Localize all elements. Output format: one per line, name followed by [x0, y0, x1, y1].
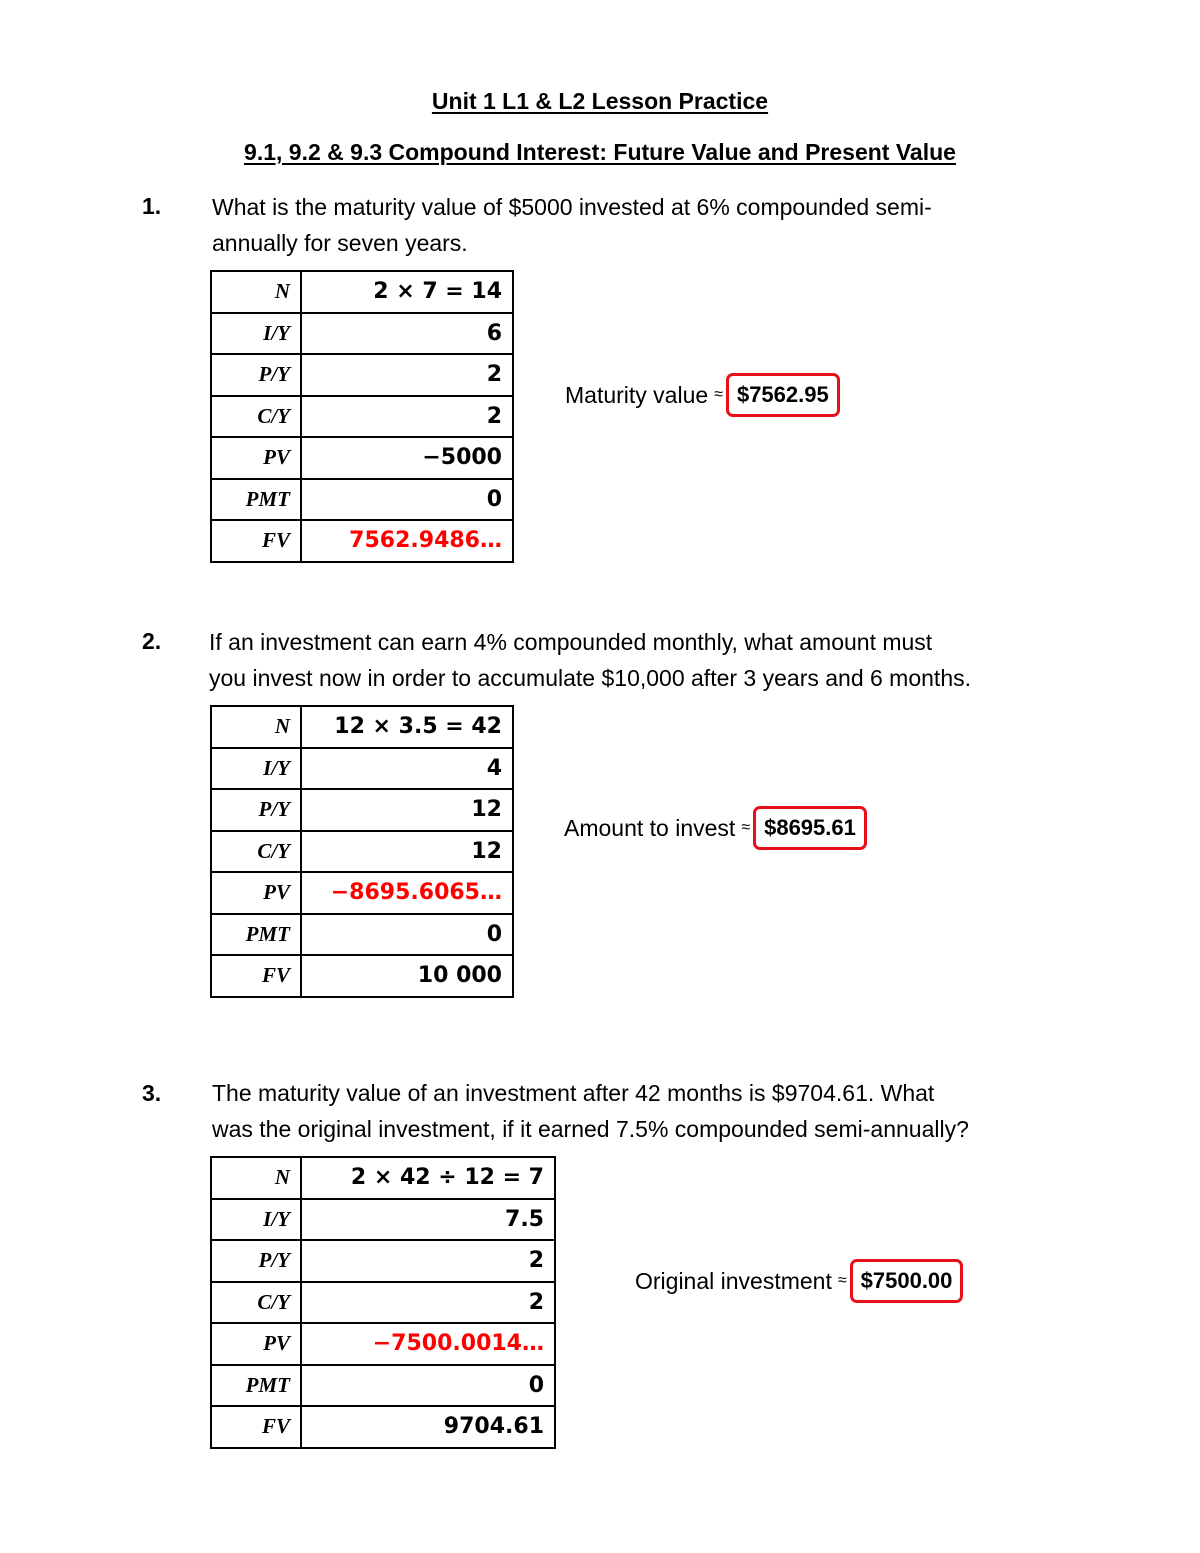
- table-row: [211, 872, 513, 914]
- question-1-calculator-table: [210, 270, 514, 563]
- table-row: [211, 520, 513, 562]
- table-row: [211, 748, 513, 790]
- variable-label: FV: [211, 1406, 301, 1448]
- variable-label: I/Y: [211, 748, 301, 790]
- table-row: [211, 1199, 555, 1241]
- table-row: [211, 914, 513, 956]
- question-1-number: 1.: [142, 193, 162, 219]
- variable-label: PV: [211, 872, 301, 914]
- page-subtitle: 9.1, 9.2 & 9.3 Compound Interest: Future Value and Present Value: [244, 139, 956, 165]
- question-1-answer-label: Maturity value: [565, 381, 709, 408]
- table-row: [211, 1157, 555, 1199]
- question-2-line-2: you invest now in order to accumulate $10,000 after 3 years and 6 months.: [209, 665, 971, 691]
- variable-label: P/Y: [211, 1240, 301, 1282]
- variable-label: C/Y: [211, 831, 301, 873]
- question-1-answer: [565, 373, 840, 417]
- variable-value: 7.5: [301, 1199, 555, 1241]
- variable-label: PV: [211, 437, 301, 479]
- question-3-text: [212, 1075, 1072, 1147]
- table-row: [211, 313, 513, 355]
- approx-symbol: ≈: [741, 819, 751, 836]
- variable-value: 2 × 42 ÷ 12 = 7: [301, 1157, 555, 1199]
- table-row: [211, 271, 513, 313]
- table-row: [211, 831, 513, 873]
- variable-label: P/Y: [211, 354, 301, 396]
- question-1-text: [212, 189, 1072, 261]
- variable-label: PV: [211, 1323, 301, 1365]
- variable-value: 4: [301, 748, 513, 790]
- table-row: [211, 1323, 555, 1365]
- question-1-answer-box: $7562.95: [726, 373, 840, 417]
- variable-label: FV: [211, 520, 301, 562]
- page-title: Unit 1 L1 & L2 Lesson Practice: [431, 88, 769, 114]
- question-3-answer-label: Original investment: [635, 1267, 832, 1294]
- question-2-calculator-table: [210, 705, 514, 998]
- question-3-line-2: was the original investment, if it earned 7.5% compounded semi-annually?: [212, 1116, 969, 1142]
- variable-label: FV: [211, 955, 301, 997]
- table-row: [211, 706, 513, 748]
- table-row: [211, 437, 513, 479]
- table-row: [211, 354, 513, 396]
- question-1-line-1: What is the maturity value of $5000 invested at 6% compounded semi-: [212, 194, 932, 220]
- table-row: [211, 1365, 555, 1407]
- variable-value: −5000: [301, 437, 513, 479]
- question-2-number: 2.: [142, 628, 162, 654]
- variable-value: 2: [301, 354, 513, 396]
- table-row: [211, 955, 513, 997]
- variable-label: P/Y: [211, 789, 301, 831]
- variable-value: 2 × 7 = 14: [301, 271, 513, 313]
- variable-value: 0: [301, 479, 513, 521]
- variable-value: 6: [301, 313, 513, 355]
- variable-value: 7562.9486…: [301, 520, 513, 562]
- variable-value: 10 000: [301, 955, 513, 997]
- variable-value: −8695.6065…: [301, 872, 513, 914]
- table-row: [211, 1240, 555, 1282]
- question-3-answer-box: $7500.00: [850, 1259, 964, 1303]
- variable-label: PMT: [211, 479, 301, 521]
- variable-value: 0: [301, 1365, 555, 1407]
- table-row: [211, 396, 513, 438]
- question-2-text: [209, 624, 1069, 696]
- variable-value: 9704.61: [301, 1406, 555, 1448]
- question-3-calculator-table: [210, 1156, 556, 1449]
- variable-label: C/Y: [211, 396, 301, 438]
- question-3-line-1: The maturity value of an investment after 42 months is $9704.61. What: [212, 1080, 935, 1106]
- question-2-line-1: If an investment can earn 4% compounded monthly, what amount must: [209, 629, 933, 655]
- variable-value: 2: [301, 396, 513, 438]
- table-row: [211, 479, 513, 521]
- variable-value: 2: [301, 1240, 555, 1282]
- question-1-line-2: annually for seven years.: [212, 230, 468, 256]
- variable-label: N: [211, 1157, 301, 1199]
- variable-label: PMT: [211, 914, 301, 956]
- question-2-answer-box: $8695.61: [753, 806, 867, 850]
- variable-value: −7500.0014…: [301, 1323, 555, 1365]
- question-2-answer: [564, 806, 867, 850]
- table-row: [211, 1282, 555, 1324]
- variable-label: I/Y: [211, 1199, 301, 1241]
- variable-label: N: [211, 271, 301, 313]
- approx-symbol: ≈: [714, 386, 723, 403]
- table-row: [211, 789, 513, 831]
- approx-symbol: ≈: [837, 1272, 847, 1289]
- variable-value: 12: [301, 789, 513, 831]
- variable-label: I/Y: [211, 313, 301, 355]
- variable-label: PMT: [211, 1365, 301, 1407]
- table-row: [211, 1406, 555, 1448]
- question-3-answer: [635, 1259, 963, 1303]
- question-2-answer-label: Amount to invest: [564, 814, 736, 841]
- variable-label: N: [211, 706, 301, 748]
- variable-label: C/Y: [211, 1282, 301, 1324]
- variable-value: 12 × 3.5 = 42: [301, 706, 513, 748]
- variable-value: 0: [301, 914, 513, 956]
- question-3-number: 3.: [142, 1080, 162, 1106]
- variable-value: 12: [301, 831, 513, 873]
- variable-value: 2: [301, 1282, 555, 1324]
